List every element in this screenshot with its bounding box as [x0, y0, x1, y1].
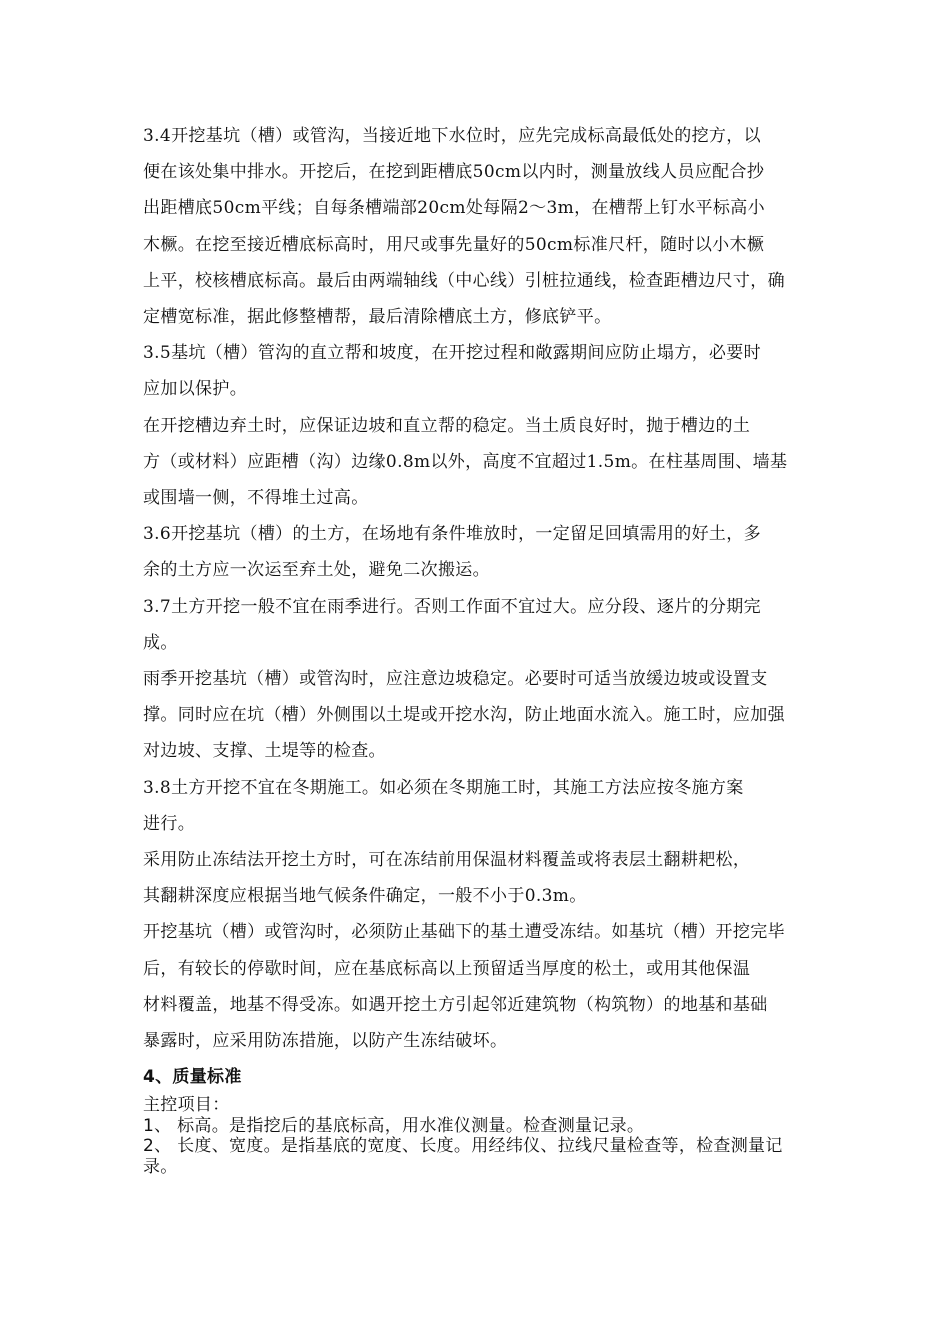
- text-line: 木橛。在挖至接近槽底标高时，用尺或事先量好的50cm标准尺杆，随时以小木橛: [143, 234, 765, 255]
- paragraph-anti-freeze: [143, 842, 811, 914]
- text-line: 3.8土方开挖不宜在冬期施工。如必须在冬期施工时，其施工方法应按冬施方案: [143, 777, 744, 798]
- text-line: 撑。同时应在坑（槽）外侧围以土堤或开挖水沟，防止地面水流入。施工时，应加强: [143, 705, 785, 726]
- text-line: 暴露时，应采用防冻措施，以防产生冻结破坏。: [143, 1031, 508, 1052]
- text-line: 采用防止冻结法开挖土方时，可在冻结前用保温材料覆盖或将表层土翻耕耙松，: [143, 850, 751, 871]
- list-item: 1、 标高。是指挖后的基底标高，用水准仪测量。检查测量记录。: [143, 1115, 645, 1136]
- document-body: [143, 118, 811, 1177]
- text-line: 3.5基坑（槽）管沟的直立帮和坡度，在开挖过程和敞露期间应防止塌方，必要时: [143, 343, 761, 364]
- text-line: 对边坡、支撑、土堤等的检查。: [143, 741, 386, 762]
- text-line: 余的土方应一次运至弃土处，避免二次搬运。: [143, 560, 490, 581]
- text-line: 雨季开挖基坑（槽）或管沟时，应注意边坡稳定。必要时可适当放缓边坡或设置支: [143, 669, 768, 690]
- text-line: 定槽宽标准，据此修整槽帮，最后清除槽底土方，修底铲平。: [143, 307, 612, 328]
- paragraph-3-6: [143, 516, 811, 588]
- text-line: 材料覆盖，地基不得受冻。如遇开挖土方引起邻近建筑物（构筑物）的地基和基础: [143, 994, 768, 1015]
- list-item-continuation: 录。: [143, 1156, 178, 1177]
- section-heading: 4、质量标准: [143, 1067, 242, 1088]
- text-line: 方（或材料）应距槽（沟）边缘0.8m以外，高度不宜超过1.5m。在柱基周围、墙基: [143, 451, 788, 472]
- text-line: 3.4开挖基坑（槽）或管沟，当接近地下水位时，应先完成标高最低处的挖方，以: [143, 126, 761, 146]
- list-item: 2、 长度、宽度。是指基底的宽度、长度。用经纬仪、拉线尺量检查等，检查测量记: [143, 1136, 783, 1157]
- text-line: 便在该处集中排水。开挖后，在挖到距槽底50cm以内时，测量放线人员应配合抄: [143, 162, 765, 183]
- text-line: 出距槽底50cm平线；自每条槽端部20cm处每隔2～3m，在槽帮上钉水平标高小: [143, 198, 765, 219]
- paragraph-3-4: [143, 118, 811, 335]
- text-line: 后，有较长的停歇时间，应在基底标高以上预留适当厚度的松土，或用其他保温: [143, 958, 751, 979]
- text-line: 或围墙一侧，不得堆土过高。: [143, 488, 369, 509]
- text-line: 3.6开挖基坑（槽）的土方，在场地有条件堆放时，一定留足回填需用的好土，多: [143, 524, 761, 545]
- paragraph-3-7: [143, 589, 811, 661]
- text-line: 进行。: [143, 813, 196, 834]
- list-title: 主控项目：: [143, 1095, 230, 1116]
- text-line: 成。: [143, 632, 178, 653]
- paragraph-rainy-season: [143, 661, 811, 770]
- text-line: 上平，校核槽底标高。最后由两端轴线（中心线）引桩拉通线，检查距槽边尺寸，确: [143, 270, 785, 291]
- paragraph-3-5: [143, 335, 811, 407]
- text-line: 开挖基坑（槽）或管沟时，必须防止基础下的基土遭受冻结。如基坑（槽）开挖完毕: [143, 922, 785, 943]
- text-line: 3.7土方开挖一般不宜在雨季进行。否则工作面不宜过大。应分段、逐片的分期完: [143, 596, 761, 617]
- paragraph-spoil-soil: [143, 408, 811, 517]
- paragraph-frost-protection: [143, 914, 811, 1059]
- text-line: 其翻耕深度应根据当地气候条件确定，一般不小于0.3m。: [143, 886, 587, 907]
- paragraph-3-8: [143, 770, 811, 842]
- text-line: 应加以保护。: [143, 379, 248, 400]
- main-control-items: [143, 1095, 811, 1177]
- text-line: 在开挖槽边弃土时，应保证边坡和直立帮的稳定。当土质良好时，抛于槽边的土: [143, 415, 751, 436]
